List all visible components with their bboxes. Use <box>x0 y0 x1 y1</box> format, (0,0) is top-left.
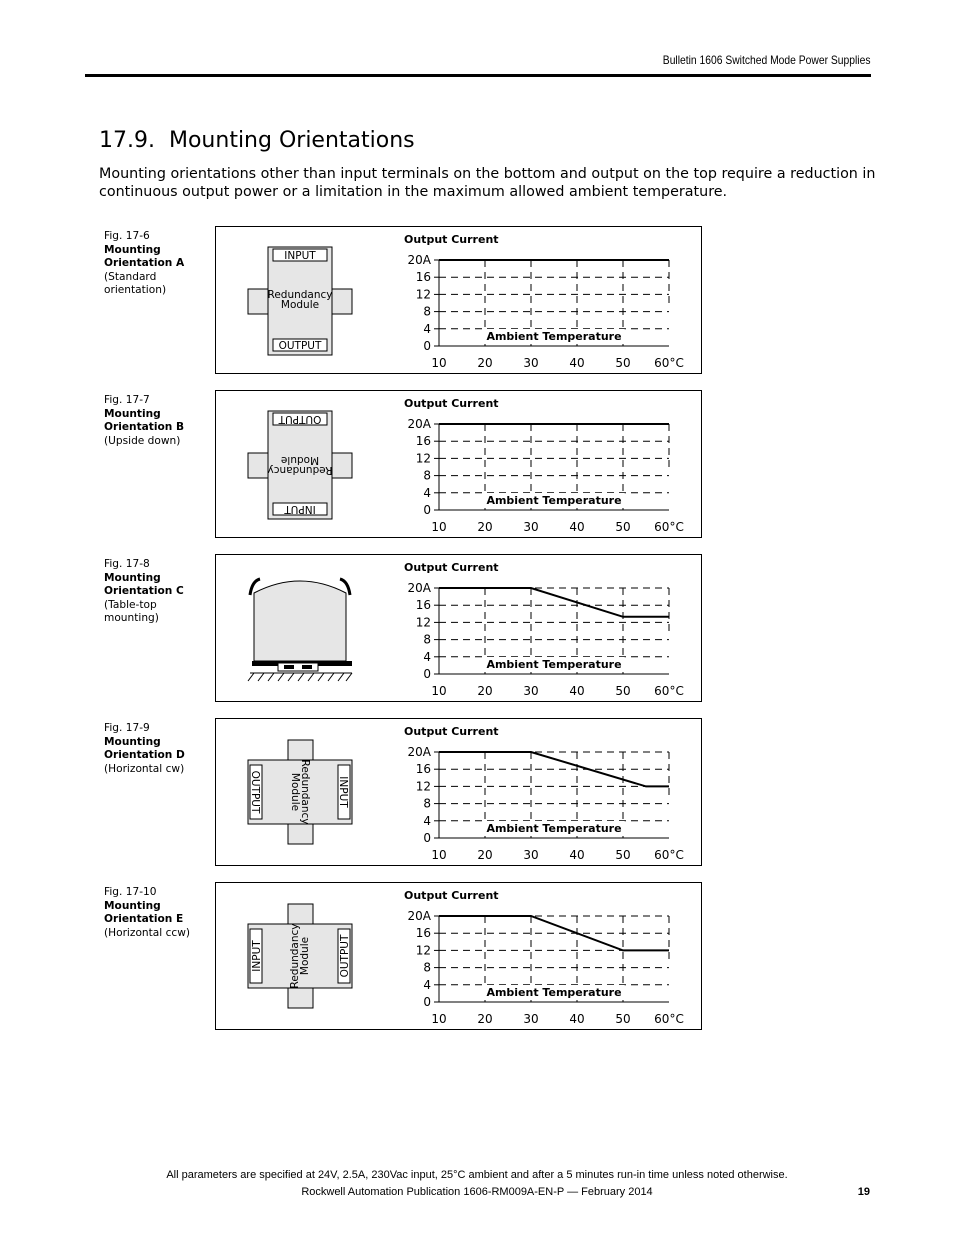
chart-title: Output Current <box>404 233 499 246</box>
figure-description: (Standard orientation) <box>104 270 167 296</box>
figure-caption <box>104 558 212 626</box>
x-tick-label: 20 <box>477 848 493 862</box>
x-tick-label: 50 <box>615 848 631 862</box>
section-number: 17.9. <box>99 128 155 153</box>
x-tick-label: 30 <box>523 848 539 862</box>
x-tick-label: 30 <box>523 356 539 370</box>
y-tick-label: 0 <box>423 503 431 517</box>
derating-chart-e <box>216 883 701 1029</box>
x-tick-label: 30 <box>523 1012 539 1026</box>
bottom-terminal-label: OUTPUT <box>278 340 322 352</box>
y-tick-label: 12 <box>415 615 431 630</box>
x-tick-label: 20 <box>477 1012 493 1026</box>
figure-box <box>215 554 702 702</box>
right-terminal-label: OUTPUT <box>339 934 351 978</box>
module-label-2: Module <box>289 772 301 812</box>
x-tick-label: 10 <box>431 1012 447 1026</box>
figure-name-line2: Orientation C <box>104 585 184 597</box>
y-tick-label: 12 <box>415 451 431 466</box>
x-tick-label: 60°C <box>654 684 684 698</box>
figure-description: (Upside down) <box>104 434 181 447</box>
x-axis-label: Ambient Temperature <box>486 494 622 507</box>
module-label-1: Redundancy <box>289 923 301 989</box>
right-terminal-label: INPUT <box>337 776 349 808</box>
y-tick-label: 8 <box>423 960 431 975</box>
y-tick-label: 4 <box>423 649 431 664</box>
figure-description: (Horizontal cw) <box>104 762 185 775</box>
x-tick-label: 60°C <box>654 520 684 534</box>
top-terminal-label: INPUT <box>284 250 316 262</box>
page-number: 19 <box>857 1186 870 1198</box>
chart-title: Output Current <box>404 725 499 738</box>
derating-chart-b <box>216 391 701 537</box>
module-label-1: Redundancy <box>299 759 311 825</box>
running-header: Bulletin 1606 Switched Mode Power Supplies <box>662 53 870 67</box>
figure-box <box>215 882 702 1030</box>
figure-name-line2: Orientation B <box>104 421 185 433</box>
figure-name-line1: Mounting <box>104 571 161 584</box>
x-tick-label: 50 <box>615 356 631 370</box>
x-tick-label: 50 <box>615 1012 631 1026</box>
module-label-1: Redundancy <box>267 289 333 301</box>
module-label-1: Redundancy <box>267 464 333 476</box>
figure-name-line2: Orientation D <box>104 749 185 761</box>
section-heading <box>99 128 415 153</box>
bottom-terminal-label: INPUT <box>284 503 316 515</box>
x-tick-label: 40 <box>569 848 585 862</box>
x-tick-label: 30 <box>523 684 539 698</box>
y-tick-label: 20A <box>407 253 431 267</box>
left-terminal-label: OUTPUT <box>249 770 261 814</box>
y-tick-label: 0 <box>423 667 431 681</box>
figure-caption <box>104 886 212 940</box>
figure-number: Fig. 17-7 <box>104 394 150 406</box>
y-tick-label: 16 <box>415 598 431 613</box>
module-label-2: Module <box>299 936 311 976</box>
x-tick-label: 20 <box>477 684 493 698</box>
derating-chart-c <box>216 555 701 701</box>
figure-c <box>0 554 954 704</box>
y-tick-label: 8 <box>423 796 431 811</box>
header-rule <box>85 74 871 77</box>
x-tick-label: 60°C <box>654 848 684 862</box>
y-tick-label: 0 <box>423 995 431 1009</box>
x-tick-label: 60°C <box>654 1012 684 1026</box>
figure-box <box>215 226 702 374</box>
y-tick-label: 8 <box>423 304 431 319</box>
y-tick-label: 16 <box>415 926 431 941</box>
y-tick-label: 4 <box>423 485 431 500</box>
y-tick-label: 4 <box>423 977 431 992</box>
figure-box <box>215 390 702 538</box>
figure-name-line1: Mounting <box>104 243 161 256</box>
figure-name-line1: Mounting <box>104 899 161 912</box>
left-terminal-label: INPUT <box>251 940 263 972</box>
figure-name-line1: Mounting <box>104 407 161 420</box>
module-label-2: Module <box>280 299 320 311</box>
y-tick-label: 20A <box>407 417 431 431</box>
figure-name-line2: Orientation E <box>104 913 184 925</box>
figure-a <box>0 226 954 376</box>
x-tick-label: 50 <box>615 520 631 534</box>
x-tick-label: 10 <box>431 520 447 534</box>
y-tick-label: 0 <box>423 831 431 845</box>
footer-publication: Rockwell Automation Publication 1606-RM009A-EN-P — February 2014 <box>301 1186 653 1198</box>
derating-curve <box>439 588 669 617</box>
x-tick-label: 60°C <box>654 356 684 370</box>
figure-caption <box>104 722 212 776</box>
y-tick-label: 4 <box>423 813 431 828</box>
y-tick-label: 12 <box>415 943 431 958</box>
derating-chart-d <box>216 719 701 865</box>
module-label-2: Module <box>280 454 320 466</box>
chart-title: Output Current <box>404 561 499 574</box>
x-tick-label: 40 <box>569 356 585 370</box>
figure-caption <box>104 394 212 448</box>
y-tick-label: 16 <box>415 270 431 285</box>
footer-note: All parameters are specified at 24V, 2.5A, 230Vac input, 25°C ambient and after a 5 minutes run-in time unless noted otherwise. <box>166 1169 788 1181</box>
x-tick-label: 10 <box>431 848 447 862</box>
figure-name-line2: Orientation A <box>104 257 185 269</box>
figure-description: (Horizontal ccw) <box>104 926 191 939</box>
figure-number: Fig. 17-8 <box>104 558 150 570</box>
x-tick-label: 20 <box>477 356 493 370</box>
x-tick-label: 40 <box>569 684 585 698</box>
x-tick-label: 40 <box>569 1012 585 1026</box>
y-tick-label: 8 <box>423 632 431 647</box>
figure-number: Fig. 17-10 <box>104 886 157 898</box>
y-tick-label: 12 <box>415 287 431 302</box>
figure-e <box>0 882 954 1032</box>
x-axis-label: Ambient Temperature <box>486 330 622 343</box>
x-tick-label: 40 <box>569 520 585 534</box>
x-tick-label: 50 <box>615 684 631 698</box>
figure-box <box>215 718 702 866</box>
derating-chart-a <box>216 227 701 373</box>
figure-name-line1: Mounting <box>104 735 161 748</box>
intro-paragraph: Mounting orientations other than input terminals on the bottom and output on the top require a reduction in continuous output power or a limitation in the maximum allowed ambient temperature. <box>99 166 876 200</box>
figure-number: Fig. 17-6 <box>104 230 150 242</box>
y-tick-label: 8 <box>423 468 431 483</box>
x-axis-label: Ambient Temperature <box>486 658 622 671</box>
figure-number: Fig. 17-9 <box>104 722 150 734</box>
y-tick-label: 20A <box>407 581 431 595</box>
figure-b <box>0 390 954 540</box>
y-tick-label: 0 <box>423 339 431 353</box>
chart-title: Output Current <box>404 889 499 902</box>
y-tick-label: 16 <box>415 762 431 777</box>
figure-caption <box>104 230 212 298</box>
x-axis-label: Ambient Temperature <box>486 822 622 835</box>
y-tick-label: 20A <box>407 745 431 759</box>
figure-d <box>0 718 954 868</box>
top-terminal-label: OUTPUT <box>278 413 322 425</box>
x-axis-label: Ambient Temperature <box>486 986 622 999</box>
section-title: Mounting Orientations <box>168 128 415 153</box>
x-tick-label: 10 <box>431 356 447 370</box>
y-tick-label: 16 <box>415 434 431 449</box>
y-tick-label: 20A <box>407 909 431 923</box>
chart-title: Output Current <box>404 397 499 410</box>
y-tick-label: 4 <box>423 321 431 336</box>
x-tick-label: 20 <box>477 520 493 534</box>
x-tick-label: 30 <box>523 520 539 534</box>
y-tick-label: 12 <box>415 779 431 794</box>
figure-description: (Table-top mounting) <box>104 598 159 624</box>
x-tick-label: 10 <box>431 684 447 698</box>
